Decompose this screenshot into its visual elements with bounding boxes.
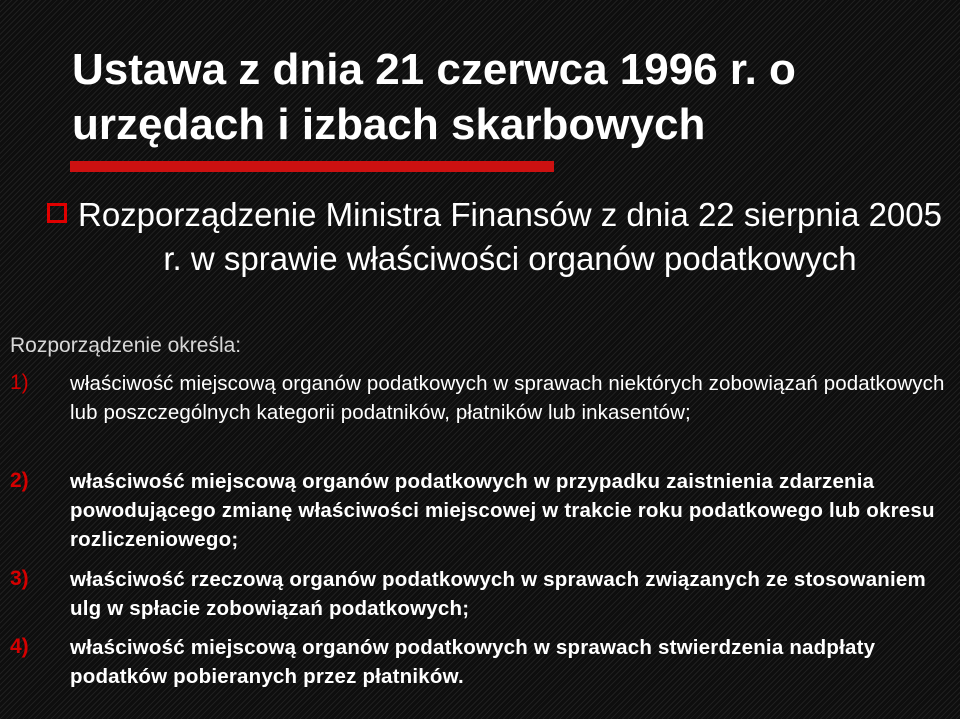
list-item-number: 2) — [10, 469, 29, 492]
title-underline-bar — [70, 161, 554, 172]
slide-subtitle: Rozporządzenie Ministra Finansów z dnia 22 sierpnia 2005 r. w sprawie właściwości organów podatkowych — [78, 196, 942, 277]
list-item-text: właściwość rzeczową organów podatkowych w sprawach związanych ze stosowaniem ulg w spłacie zobowiązań podatkowych; — [70, 568, 926, 620]
square-bullet-icon — [47, 203, 67, 223]
list-item-number: 1) — [10, 371, 29, 394]
list-item-text: właściwość miejscową organów podatkowych w sprawach stwierdzenia nadpłaty podatków pobieranych przez płatników. — [70, 636, 876, 688]
intro-text: Rozporządzenie określa: — [10, 334, 242, 357]
slide-title: Ustawa z dnia 21 czerwca 1996 r. o urzędach i izbach skarbowych — [72, 45, 796, 149]
list-item-text: właściwość miejscową organów podatkowych w sprawach niektórych zobowiązań podatkowych lub poszczególnych kategorii podatników, płatników lub inkasentów; — [70, 372, 945, 424]
list-item-text: właściwość miejscową organów podatkowych w przypadku zaistnienia zdarzenia powodującego zmianę właściwości miejscowej w trakcie roku podatkowego lub okresu rozliczeniowego; — [70, 470, 935, 551]
list-item-number: 3) — [10, 567, 29, 590]
list-item-number: 4) — [10, 635, 29, 658]
